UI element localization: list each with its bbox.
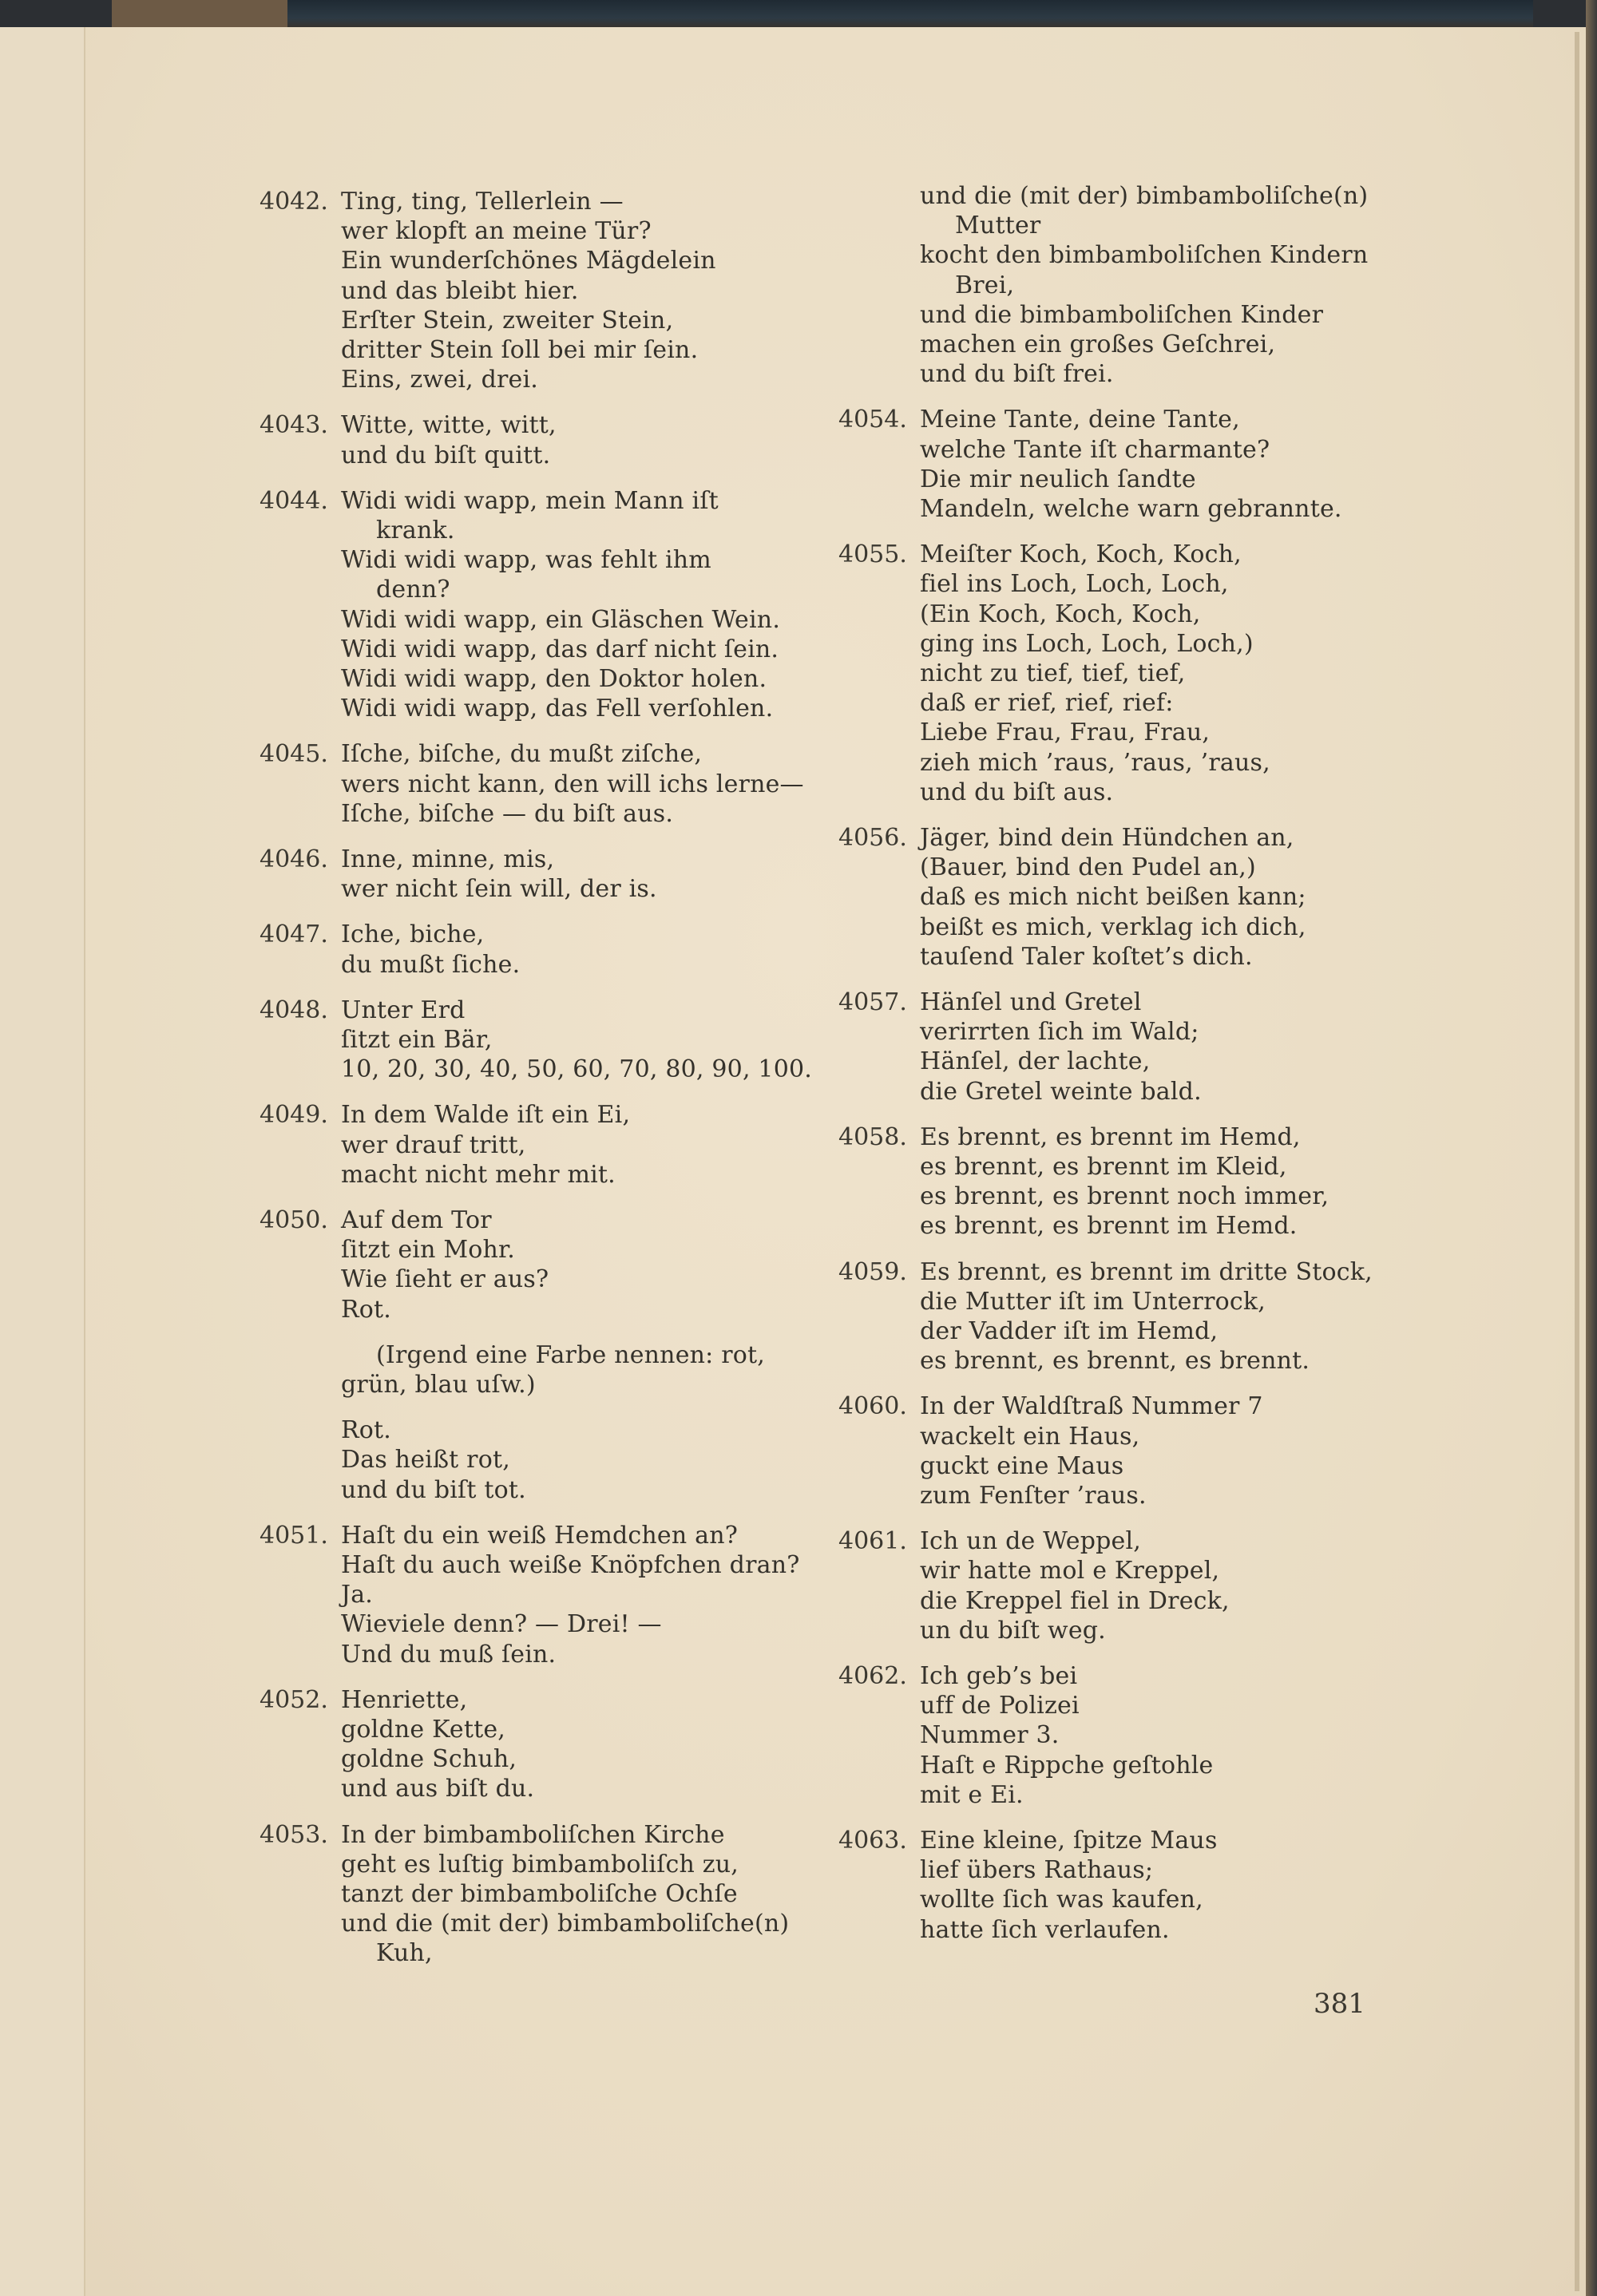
verse-line: wers nicht kann, den will ichs lerne— bbox=[341, 770, 804, 798]
verse-line: Ich un de Weppel, bbox=[920, 1527, 1142, 1556]
verse-line: Widi widi wapp, das Fell verſohlen. bbox=[341, 695, 774, 723]
verse-line: daß er rief, rief, rief: bbox=[920, 689, 1174, 718]
verse-line: un du biſt weg. bbox=[920, 1616, 1106, 1645]
verse-line: welche Tante iſt charmante? bbox=[920, 435, 1270, 464]
verse-line: Ein wunderſchönes Mägdelein bbox=[341, 247, 716, 275]
verse-line: In dem Walde iſt ein Ei, bbox=[341, 1101, 631, 1130]
verse-line: Kuh, bbox=[376, 1939, 433, 1968]
verse-line: daß es mich nicht beißen kann; bbox=[920, 883, 1306, 912]
verse-line: mit e Ei. bbox=[920, 1780, 1024, 1809]
entry-number: 4056. bbox=[838, 824, 907, 852]
entry-number: 4048. bbox=[260, 996, 328, 1024]
verse-line: Es brennt, es brennt im dritte Stock, bbox=[920, 1257, 1373, 1286]
verse-line: ſitzt ein Mohr. bbox=[341, 1236, 516, 1265]
verse-line: denn? bbox=[376, 576, 450, 604]
verse-line: macht nicht mehr mit. bbox=[341, 1160, 616, 1189]
verse-line: Und du muß ſein. bbox=[341, 1640, 557, 1669]
verse-line: die Gretel weinte bald. bbox=[920, 1077, 1202, 1106]
verse-line: Meiſter Koch, Koch, Koch, bbox=[920, 540, 1242, 569]
entry-number: 4060. bbox=[838, 1392, 907, 1421]
verse-line: es brennt, es brennt im Hemd. bbox=[920, 1212, 1298, 1241]
verse-line: uff de Polizei bbox=[920, 1692, 1080, 1720]
verse-line: Haſt du ein weiß Hemdchen an? bbox=[341, 1521, 739, 1550]
verse-line: wir hatte mol e Kreppel, bbox=[920, 1557, 1220, 1585]
verse-line: Henriette, bbox=[341, 1685, 468, 1714]
verse-line: und die (mit der) bimbamboliſche(n) bbox=[920, 182, 1369, 210]
entry-number: 4054. bbox=[838, 406, 907, 434]
page-edge-shadow bbox=[1575, 32, 1579, 2291]
verse-line: hatte ſich verlaufen. bbox=[920, 1915, 1170, 1944]
verse-line: wollte ſich was kaufen, bbox=[920, 1886, 1203, 1914]
verse-line: tauſend Taler koſtet’s dich. bbox=[920, 942, 1253, 971]
book-binding-top bbox=[112, 0, 1533, 30]
entry-number: 4057. bbox=[838, 988, 907, 1016]
verse-line: die Mutter iſt im Unterrock, bbox=[920, 1287, 1266, 1316]
verse-line: Erſter Stein, zweiter Stein, bbox=[341, 306, 674, 335]
verse-line: Mutter bbox=[955, 212, 1041, 240]
verse-line: zum Fenſter ’raus. bbox=[920, 1482, 1147, 1510]
verse-line: kocht den bimbamboliſchen Kindern bbox=[920, 241, 1369, 270]
verse-line: und aus biſt du. bbox=[341, 1775, 535, 1803]
verse-line: (Ein Koch, Koch, Koch, bbox=[920, 600, 1201, 628]
verse-line: Ja. bbox=[341, 1581, 374, 1609]
verse-line: und die bimbamboliſchen Kinder bbox=[920, 300, 1324, 329]
verse-line: goldne Schuh, bbox=[341, 1745, 517, 1774]
verse-line: es brennt, es brennt noch immer, bbox=[920, 1182, 1330, 1211]
verse-line: Auf dem Tor bbox=[341, 1206, 492, 1234]
verse-line: goldne Kette, bbox=[341, 1716, 506, 1744]
verse-line: Widi widi wapp, mein Mann iſt bbox=[341, 486, 719, 515]
verse-line: wer nicht ſein will, der is. bbox=[341, 875, 657, 904]
verse-line: verirrten ſich im Wald; bbox=[920, 1018, 1199, 1047]
verse-line: Hänſel und Gretel bbox=[920, 988, 1142, 1016]
verse-line: und du biſt frei. bbox=[920, 360, 1114, 389]
verse-line: Wieviele denn? — Drei! — bbox=[341, 1610, 662, 1639]
verse-line: Das heißt rot, bbox=[341, 1446, 510, 1475]
verse-line: Iche, biche, bbox=[341, 920, 485, 949]
verse-line: 10, 20, 30, 40, 50, 60, 70, 80, 90, 100. bbox=[341, 1055, 813, 1084]
verse-line: es brennt, es brennt, es brennt. bbox=[920, 1347, 1310, 1376]
verse-line: Widi widi wapp, was fehlt ihm bbox=[341, 546, 711, 575]
verse-line: und du biſt aus. bbox=[920, 778, 1114, 806]
verse-line: ging ins Loch, Loch, Loch,) bbox=[920, 629, 1254, 658]
verse-line: du mußt ſiche. bbox=[341, 950, 521, 979]
previous-page-edge bbox=[0, 27, 85, 2296]
verse-line: Witte, witte, witt, bbox=[341, 411, 557, 440]
verse-line: machen ein großes Geſchrei, bbox=[920, 331, 1276, 358]
verse-line: In der bimbamboliſchen Kirche bbox=[341, 1820, 725, 1849]
verse-line: Hänſel, der lachte, bbox=[920, 1047, 1151, 1076]
verse-line: wer klopft an meine Tür? bbox=[341, 217, 652, 246]
entry-number: 4059. bbox=[838, 1257, 907, 1286]
verse-line: krank. bbox=[376, 517, 455, 544]
verse-line: Meine Tante, deine Tante, bbox=[920, 406, 1240, 434]
verse-line: Widi widi wapp, das darf nicht ſein. bbox=[341, 635, 779, 663]
verse-line: Die mir neulich ſandte bbox=[920, 465, 1196, 493]
book-page bbox=[0, 27, 1589, 2296]
verse-line: es brennt, es brennt im Kleid, bbox=[920, 1153, 1287, 1181]
verse-line: zieh mich ’raus, ’raus, ’raus, bbox=[920, 748, 1270, 777]
entry-number: 4047. bbox=[260, 920, 328, 949]
verse-line: Unter Erd bbox=[341, 996, 466, 1024]
verse-line: Liebe Frau, Frau, Frau, bbox=[920, 718, 1211, 747]
verse-line: und die (mit der) bimbamboliſche(n) bbox=[341, 1910, 790, 1938]
verse-line: In der Waldſtraß Nummer 7 bbox=[920, 1392, 1263, 1421]
verse-line: Widi widi wapp, den Doktor holen. bbox=[341, 665, 767, 693]
entry-number: 4049. bbox=[260, 1101, 328, 1130]
verse-line: Rot. bbox=[341, 1295, 392, 1324]
entry-number: 4050. bbox=[260, 1206, 328, 1234]
entry-number: 4058. bbox=[838, 1122, 907, 1151]
entry-number: 4053. bbox=[260, 1820, 328, 1849]
entry-number: 4063. bbox=[838, 1827, 907, 1855]
verse-line: fiel ins Loch, Loch, Loch, bbox=[920, 570, 1229, 599]
verse-line: Iſche, biſche — du biſt aus. bbox=[341, 799, 674, 828]
entry-number: 4052. bbox=[260, 1685, 328, 1714]
entry-number: 4051. bbox=[260, 1521, 328, 1550]
verse-line: und du biſt tot. bbox=[341, 1475, 526, 1504]
verse-line: und du biſt quitt. bbox=[341, 441, 551, 469]
verse-line: Ting, ting, Tellerlein — bbox=[341, 188, 624, 216]
verse-line: tanzt der bimbamboliſche Ochſe bbox=[341, 1880, 738, 1908]
verse-line: geht es luſtig bimbamboliſch zu, bbox=[341, 1850, 739, 1878]
entry-number: 4045. bbox=[260, 740, 328, 769]
verse-line: und das bleibt hier. bbox=[341, 276, 579, 305]
verse-line: Mandeln, welche warn gebrannte. bbox=[920, 495, 1342, 523]
verse-line: wer drauf tritt, bbox=[341, 1130, 526, 1159]
verse-line: Haſt e Rippche geſtohle bbox=[920, 1751, 1214, 1779]
verse-line: Ich geb’s bei bbox=[920, 1662, 1078, 1690]
entry-number: 4062. bbox=[838, 1662, 907, 1690]
verse-line: der Vadder iſt im Hemd, bbox=[920, 1317, 1219, 1345]
verse-line: Wie ſieht er aus? bbox=[341, 1265, 549, 1294]
verse-line: Jäger, bind dein Hündchen an, bbox=[920, 824, 1294, 852]
verse-line: Haſt du auch weiße Knöpfchen dran? bbox=[341, 1551, 800, 1579]
verse-line: ſitzt ein Bär, bbox=[341, 1026, 493, 1054]
book-binding-right bbox=[1586, 0, 1597, 2296]
entry-number: 4061. bbox=[838, 1527, 907, 1556]
entry-number: 4043. bbox=[260, 411, 328, 440]
page-number: 381 bbox=[1314, 1988, 1365, 2020]
verse-line: lief übers Rathaus; bbox=[920, 1856, 1154, 1885]
entry-number: 4046. bbox=[260, 845, 328, 873]
verse-line: grün, blau uſw.) bbox=[341, 1371, 536, 1399]
verse-line: Eine kleine, ſpitze Maus bbox=[920, 1827, 1218, 1855]
entry-number: 4044. bbox=[260, 486, 328, 515]
verse-line: beißt es mich, verklag ich dich, bbox=[920, 912, 1306, 941]
verse-line: (Bauer, bind den Pudel an,) bbox=[920, 853, 1256, 882]
entry-number: 4042. bbox=[260, 188, 328, 216]
verse-line: Widi widi wapp, ein Gläschen Wein. bbox=[341, 605, 781, 634]
verse-line: (Irgend eine Farbe nennen: rot, bbox=[376, 1340, 766, 1369]
verse-line: guckt eine Maus bbox=[920, 1451, 1124, 1480]
verse-line: Brei, bbox=[955, 271, 1015, 299]
verse-line: Rot. bbox=[341, 1416, 392, 1445]
verse-line: Nummer 3. bbox=[920, 1721, 1060, 1750]
verse-line: Es brennt, es brennt im Hemd, bbox=[920, 1122, 1301, 1151]
entry-number: 4055. bbox=[838, 540, 907, 569]
verse-line: die Kreppel fiel in Dreck, bbox=[920, 1586, 1230, 1615]
verse-line: Eins, zwei, drei. bbox=[341, 366, 539, 394]
verse-line: wackelt ein Haus, bbox=[920, 1422, 1140, 1451]
verse-line: Iſche, biſche, du mußt ziſche, bbox=[341, 740, 703, 769]
verse-line: Inne, minne, mis, bbox=[341, 845, 555, 873]
verse-line: dritter Stein ſoll bei mir ſein. bbox=[341, 336, 699, 364]
verse-line: nicht zu tief, tief, tief, bbox=[920, 659, 1186, 687]
